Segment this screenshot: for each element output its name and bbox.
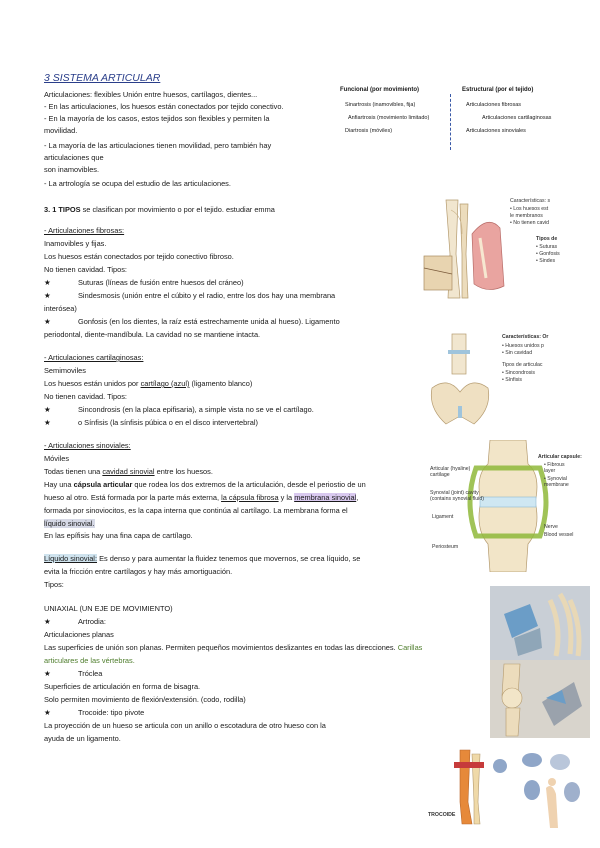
page-title: 3 SISTEMA ARTICULAR (44, 72, 161, 84)
fibrosas-star-item: ★ Suturas (líneas de fusión entre huesos del cráneo) (44, 278, 244, 287)
fig1-label: Características: s (510, 198, 551, 204)
uniaxial-heading: UNIAXIAL (UN EJE DE MOVIMIENTO) (44, 604, 173, 613)
fig3-label: Articular capsule: (538, 454, 582, 460)
fig3-label: Nerve (544, 524, 558, 530)
uniaxial-line: La proyección de un hueso se articula con un anillo o escotadura de otro hueso con la (44, 721, 326, 730)
structural-item: Articulaciones sinoviales (466, 128, 526, 134)
intro-line: articulaciones que (44, 153, 104, 162)
fibrosas-star-item: ★ Sindesmosis (unión entre el cúbito y el radio, entre los dos hay una membrana (44, 291, 336, 300)
cartilaginosas-line: No tienen cavidad. Tipos: (44, 392, 127, 401)
sinoviales-line: Todas tienen una cavidad sinovial entre los huesos. (44, 467, 213, 476)
star-bullet: ★ (44, 418, 51, 427)
fibrosas-line: Inamovibles y fijas. (44, 239, 107, 248)
fibrosas-line: periodontal, diente-mandíbula. La cavidad no se mantiene intacta. (44, 330, 261, 339)
star-bullet: ★ (44, 317, 51, 326)
intro-line: - La artrología se ocupa del estudio de las articulaciones. (44, 179, 231, 188)
uniaxial-star-item: ★ Tróclea (44, 669, 103, 678)
fig2-label: Características: Or (502, 334, 549, 340)
sinoviales-line: formada por sinoviocitos, es la capa interna que continúa al cartílago. La membrana forma el (44, 506, 348, 515)
sinoviales-line: Hay una cápsula articular que rodea los dos extremos de la articulación, desde el periostio de un (44, 480, 366, 489)
fibrosas-heading: - Articulaciones fibrosas: (44, 226, 125, 235)
intro-line: - La mayoría de las articulaciones tienen movilidad, pero también hay (44, 141, 272, 150)
fig3-label: Articular (hyaline) (430, 466, 471, 472)
types-heading-rest: se clasifican por movimiento o por el tejido. estudiar emma (80, 205, 275, 214)
fibrosas-line: Los huesos están conectados por tejido conectivo fibroso. (44, 252, 234, 261)
star-bullet: ★ (44, 669, 51, 678)
uniaxial-star-item: ★ Trocoide: tipo pivote (44, 708, 145, 717)
fig1-label: • Gonfosis (536, 251, 560, 257)
fig1-label: le membranos (510, 213, 543, 219)
fig1-label: • Sindes (536, 258, 556, 264)
fig1-label: • Suturas (536, 244, 558, 250)
fig3-label: Periosteum (432, 544, 459, 550)
star-bullet: ★ (44, 405, 51, 414)
uniaxial-star-item: ★ Artrodia: (44, 617, 106, 626)
synovial-joint-illustration (428, 440, 588, 572)
types-heading (44, 204, 275, 216)
cartilaginosas-star-item: ★ o Sínfisis (la sínfisis púbica o en el disco intervertebral) (44, 418, 258, 427)
liquido-line: evita la fricción entre cartílagos y hay más amortiguación. (44, 567, 233, 576)
sinoviales-line: En las epífisis hay una fina capa de cartílago. (44, 531, 193, 540)
star-bullet: ★ (44, 278, 51, 287)
sinoviales-line: Móviles (44, 454, 70, 463)
uniaxial-line: ayuda de un ligamento. (44, 734, 121, 743)
functional-item: Diartrosis (móviles) (345, 128, 393, 134)
fig3-label: (contains synovial fluid) (430, 496, 484, 502)
structural-title: Estructural (por el tejido) (462, 87, 534, 93)
star-bullet: ★ (44, 291, 51, 300)
cartilaginous-joints-illustration (418, 330, 586, 430)
uniaxial-line: Solo permiten movimiento de flexión/extensión. (codo, rodilla) (44, 695, 246, 704)
intro-line: - En las articulaciones, los huesos están conectados por tejido conectivo. (44, 102, 284, 111)
diagram-divider (450, 94, 451, 150)
uniaxial-line: Superficies de articulación en forma de bisagra. (44, 682, 201, 691)
cartilaginosas-star-item: ★ Sincondrosis (en la placa epifisaria), a simple vista no se ve el cartílago. (44, 405, 314, 414)
uniaxial-line: Las superficies de unión son planas. Permiten pequeños movimientos deslizantes en todas las direcciones. Carillas (44, 643, 423, 652)
functional-title: Funcional (por movimiento) (340, 87, 419, 93)
fibrosas-line: No tienen cavidad. Tipos: (44, 265, 127, 274)
intro-line: movilidad. (44, 126, 78, 135)
liquido-line: Tipos: (44, 580, 64, 589)
sinoviales-line: líquido sinovial. (44, 519, 95, 528)
liquido-line: Líquido sinovial: Es denso y para aumentar la fluidez tenemos que movernos, se crea líquido, se (44, 554, 361, 563)
functional-item: Anfiartrosis (movimiento limitado) (348, 115, 430, 121)
uniaxial-line: Articulaciones planas (44, 630, 114, 639)
fig5-label: TROCOIDE (428, 812, 456, 818)
fig1-label: • Los huesos est (510, 206, 549, 212)
pivot-joint-drawing (420, 742, 590, 834)
cartilaginosas-line: Semimoviles (44, 366, 86, 375)
sinoviales-line: hueso al otro. Está formada por la parte más externa, la cápsula fibrosa y la membrana sinovial, (44, 493, 359, 502)
plane-hinge-joints-illustration (490, 586, 590, 738)
fig2-label: Tipos de articulac (502, 362, 543, 368)
structural-item: Articulaciones cartilaginosas (482, 115, 552, 121)
fig3-label: Synovial (joint) cavity (430, 490, 479, 496)
fibrosas-line: interósea) (44, 304, 77, 313)
fibrous-joints-illustration (418, 194, 586, 304)
intro-line: Articulaciones: flexibles Unión entre huesos, cartílagos, dientes... (44, 90, 258, 99)
sinoviales-heading: - Articulaciones sinoviales: (44, 441, 131, 450)
fig3-label: membrane (544, 482, 569, 488)
fig2-label: • Sincondrosis (502, 370, 535, 376)
fig1-label: • No tienen cavid (510, 220, 550, 226)
fig3-label: • Synovial (544, 476, 567, 482)
fig3-label: Blood vessel (544, 532, 574, 538)
cartilaginosas-heading: - Articulaciones cartilaginosas: (44, 353, 144, 362)
fibrosas-star-item: ★ Gonfosis (en los dientes, la raíz está estrechamente unida al hueso). Ligamento (44, 317, 340, 326)
structural-item: Articulaciones fibrosas (466, 102, 522, 108)
star-bullet: ★ (44, 617, 51, 626)
intro-line: - En la mayoría de los casos, estos tejidos son flexibles y permiten la (44, 114, 270, 123)
pivot-joint-illustration (420, 742, 590, 834)
functional-item: Sinartrosis (inamovibles, fija) (345, 102, 416, 108)
fig3-label: layer (544, 468, 556, 474)
fig2-label: • Sínfisis (502, 377, 522, 383)
intro-line: son inamovibles. (44, 165, 100, 174)
star-bullet: ★ (44, 708, 51, 717)
fig1-label: Tipos de (536, 236, 558, 242)
plane-hinge-joints-drawing (490, 586, 590, 738)
types-heading-number: 3. 1 TIPOS (44, 205, 81, 214)
cartilaginosas-line: Los huesos están unidos por cartílago (azul) (ligamento blanco) (44, 379, 253, 388)
uniaxial-line: articulares de las vértebras. (44, 656, 135, 665)
fig3-label: • Fibrous (544, 462, 565, 468)
fig3-label: cartilage (430, 472, 450, 478)
fig2-label: • Huesos unidos p (502, 343, 544, 349)
fibrous-joints-drawing (418, 194, 586, 304)
fig2-label: • Sin cavidad (502, 350, 533, 356)
fig3-label: Ligament (432, 514, 454, 520)
